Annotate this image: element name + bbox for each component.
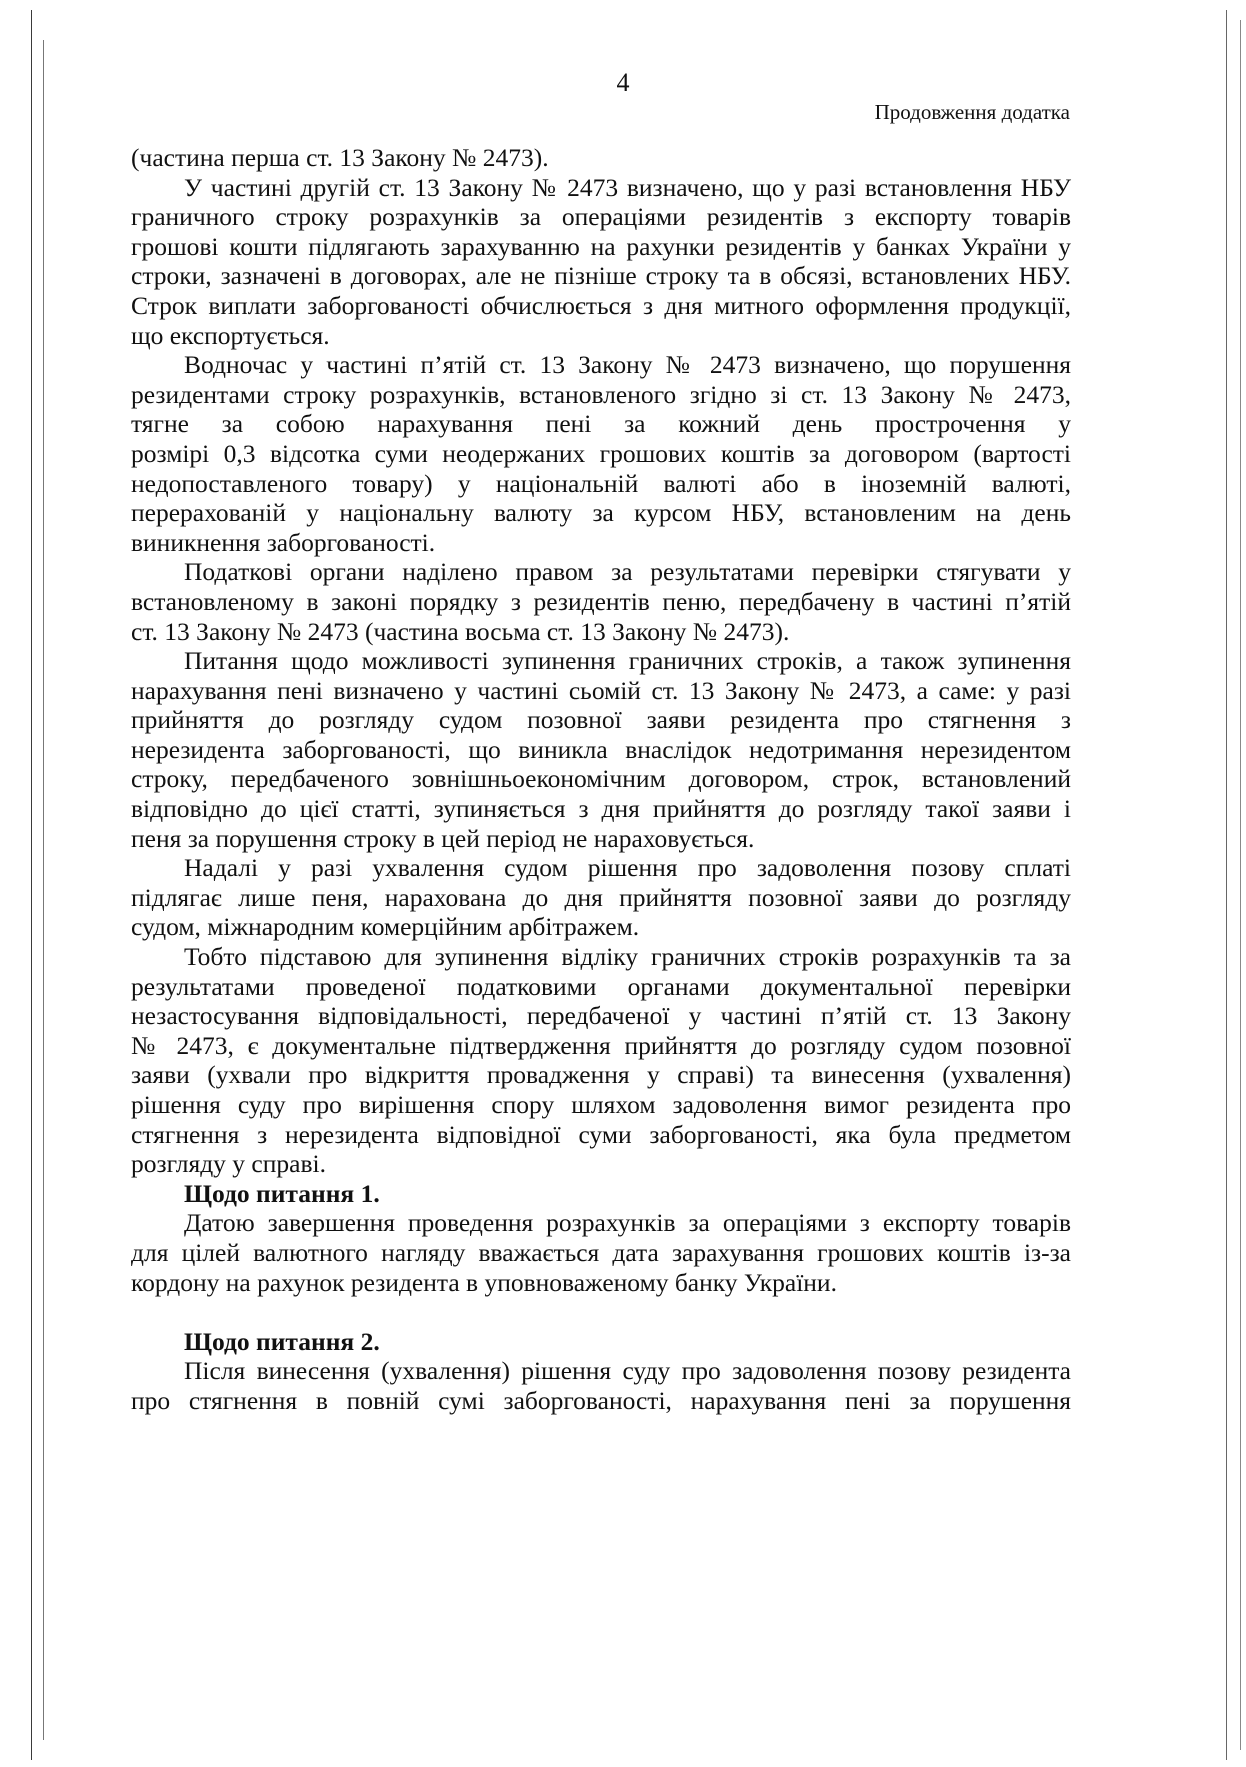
text-line: граничного строку розрахунків за операціями резидентів з експорту товарів (131, 202, 1071, 232)
text-line: Надалі у разі ухвалення судом рішення про задоволення позову сплаті (184, 853, 1071, 883)
text-line: тягне за собою нарахування пені за кожний день прострочення у (131, 409, 1071, 439)
text-line: судом, міжнародним комерційним арбітражем. (131, 912, 640, 942)
paragraph (131, 646, 1071, 853)
text-line: (частина перша ст. 13 Закону № 2473). (131, 143, 549, 172)
text-line: Після винесення (ухвалення) рішення суду про задоволення позову резидента (184, 1356, 1071, 1386)
text-line: пеня за порушення строку в цей період не нараховується. (131, 823, 755, 853)
text-line: грошові кошти підлягають зарахуванню на рахунки резидентів у банках України у (131, 231, 1071, 261)
text-line: резидентами строку розрахунків, встановленого згідно зі ст. 13 Закону № 2473, (131, 379, 1071, 409)
paragraph (131, 143, 1071, 173)
text-line: Щодо питання 1. (184, 1178, 380, 1208)
text-line: незастосування відповідальності, передбаченої у частині п’ятій ст. 13 Закону (131, 1001, 1071, 1031)
text-line: розмірі 0,3 відсотка суми неодержаних грошових коштів за договором (вартості (131, 438, 1071, 468)
paragraph (131, 1356, 1071, 1415)
text-line: для цілей валютного нагляду вважається дата зарахування грошових коштів із-за (131, 1237, 1071, 1267)
paragraph (131, 350, 1071, 557)
text-line: нерезидента заборгованості, що виникла внаслідок недотримання нерезидентом (131, 734, 1071, 764)
scan-margin-line-left (31, 10, 32, 1760)
text-line: Строк виплати заборгованості обчислюється з дня митного оформлення продукції, (131, 290, 1071, 320)
text-line: відповідно до цієї статті, зупиняється з дня прийняття до розгляду такої заяви і (131, 794, 1071, 824)
section-heading (131, 1179, 1071, 1209)
text-line: Податкові органи наділено правом за результатами перевірки стягувати у (184, 557, 1071, 587)
text-line: № 2473, є документальне підтвердження прийняття до розгляду судом позовної (131, 1030, 1071, 1060)
text-line: Датою завершення проведення розрахунків за операціями з експорту товарів (184, 1208, 1071, 1238)
text-line: прийняття до розгляду судом позовної заяви резидента про стягнення з (131, 705, 1071, 735)
paragraph (131, 942, 1071, 1179)
paragraph (131, 557, 1071, 646)
text-line: Щодо питання 2. (184, 1326, 380, 1356)
paragraph (131, 173, 1071, 351)
text-line: про стягнення в повній сумі заборгованості, нарахування пені за порушення (131, 1385, 1071, 1415)
document-body (131, 143, 1071, 1416)
text-line: заяви (ухвали про відкриття провадження у справі) та винесення (ухвалення) (131, 1060, 1071, 1090)
text-line: кордону на рахунок резидента в уповноваженому банку України. (131, 1267, 837, 1297)
text-line: розгляду у справі. (131, 1149, 326, 1179)
continuation-label: Продовження додатка (874, 100, 1070, 124)
text-line: стягнення з нерезидента відповідної суми заборгованості, яка була предметом (131, 1119, 1071, 1149)
scan-margin-line-left-inner (43, 40, 44, 1740)
section-heading (131, 1327, 1071, 1357)
text-line: виникнення заборгованості. (131, 527, 436, 557)
text-line: Тобто підставою для зупинення відліку граничних строків розрахунків та за (184, 942, 1071, 972)
text-line: строку, передбаченого зовнішньоекономічним договором, строк, встановлений (131, 764, 1071, 794)
text-line: Водночас у частині п’ятій ст. 13 Закону № 2473 визначено, що порушення (184, 350, 1071, 380)
text-line: результатами проведеної податковими органами документальної перевірки (131, 971, 1071, 1001)
text-line: строки, зазначені в договорах, але не пізніше строку та в обсязі, встановлених НБУ. (131, 261, 1071, 291)
text-line: недопоставленого товару) у національній валюті або в іноземній валюті, (131, 468, 1071, 498)
text-line: перерахованій у національну валюту за курсом НБУ, встановленим на день (131, 498, 1071, 528)
text-line: нарахування пені визначено у частині сьомій ст. 13 Закону № 2473, а саме: у разі (131, 675, 1071, 705)
page-number: 4 (616, 68, 630, 97)
scan-margin-line-right-outer (1240, 20, 1241, 1750)
text-line: Питання щодо можливості зупинення граничних строків, а також зупинення (184, 646, 1071, 676)
paragraph (131, 853, 1071, 942)
text-line: встановленому в законі порядку з резидентів пеню, передбачену в частині п’ятій (131, 586, 1071, 616)
text-line: що експортується. (131, 320, 330, 350)
scan-margin-line-right (1226, 10, 1227, 1760)
text-line: підлягає лише пеня, нарахована до дня прийняття позовної заяви до розгляду (131, 882, 1071, 912)
text-line: У частині другій ст. 13 Закону № 2473 визначено, що у разі встановлення НБУ (184, 172, 1071, 202)
paragraph-gap (131, 1297, 1071, 1327)
text-line: рішення суду про вирішення спору шляхом задоволення вимог резидента про (131, 1090, 1071, 1119)
text-line: ст. 13 Закону № 2473 (частина восьма ст. 13 Закону № 2473). (131, 616, 790, 646)
paragraph (131, 1208, 1071, 1297)
